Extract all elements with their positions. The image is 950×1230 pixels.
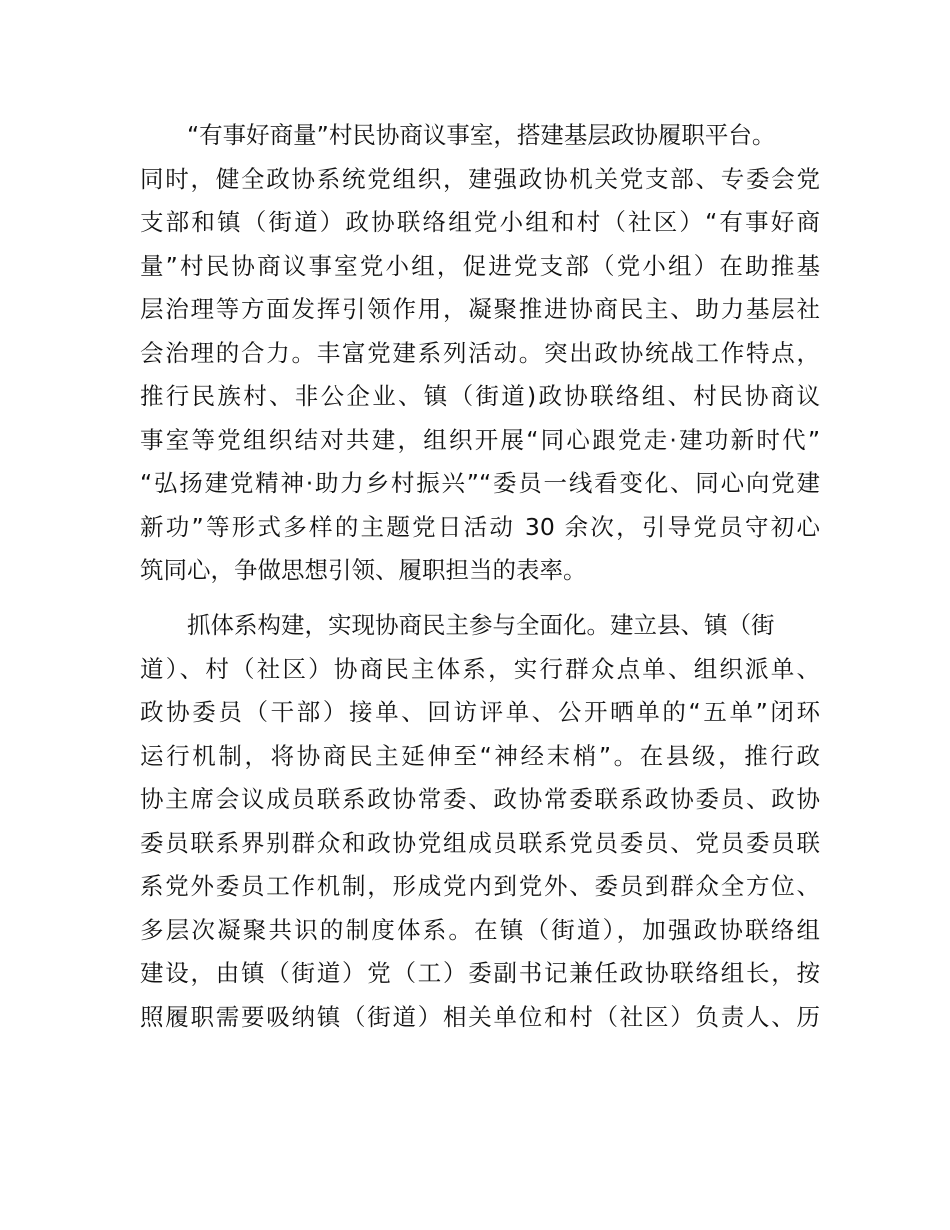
- text-line: 筑同心，争做思想引领、履职担当的表率。: [140, 556, 587, 584]
- text-line: 层治理等方面发挥引领作用，凝聚推进协商民主、助力基层社: [140, 295, 820, 323]
- text-line: 多层次凝聚共识的制度体系。在镇（街道），加强政协联络组: [140, 915, 820, 944]
- text-line: 量”村民协商议事室党小组，促进党支部（党小组）在助推基: [140, 251, 820, 280]
- text-line: 照履职需要吸纳镇（街道）相关单位和村（社区）负责人、历: [140, 1002, 820, 1031]
- text-line: 事室等党组织结对共建，组织开展“同心跟党走·建功新时代”: [140, 425, 820, 454]
- text-line: 支部和镇（街道）政协联络组党小组和村（社区）“有事好商: [140, 208, 820, 236]
- text-line: 运行机制，将协商民主延伸至“神经末梢”。在县级，推行政: [140, 741, 820, 770]
- text-line: 委员联系界别群众和政协党组成员联系党员委员、党员委员联: [140, 828, 820, 857]
- text-line: 系党外委员工作机制，形成党内到党外、委员到群众全方位、: [140, 872, 820, 900]
- text-line: “有事好商量”村民协商议事室，搭建基层政协履职平台。: [187, 121, 776, 149]
- text-line: 建设，由镇（街道）党（工）委副书记兼任政协联络组长，按: [140, 959, 820, 987]
- text-line: 同时，健全政协系统党组织，建强政协机关党支部、专委会党: [140, 164, 820, 193]
- paragraph-party-building: [140, 114, 820, 593]
- text-line: 抓体系构建，实现协商民主参与全面化。建立县、镇（街: [187, 611, 775, 639]
- text-line: 新功”等形式多样的主题党日活动 30 余次，引导党员守初心: [140, 512, 820, 541]
- text-line: 推行民族村、非公企业、镇（街道)政协联络组、村民协商议: [140, 382, 820, 410]
- paragraph-system-construction: [140, 604, 820, 1039]
- text-line: 道）、村（社区）协商民主体系，实行群众点单、组织派单、: [140, 654, 820, 683]
- text-line: 政协委员（干部）接单、回访评单、公开晒单的“五单”闭环: [140, 698, 820, 726]
- text-line: “弘扬建党精神·助力乡村振兴”“委员一线看变化、同心向党建: [140, 469, 820, 497]
- text-line: 会治理的合力。丰富党建系列活动。突出政协统战工作特点，: [140, 338, 820, 367]
- text-line: 协主席会议成员联系政协常委、政协常委联系政协委员、政协: [140, 785, 820, 813]
